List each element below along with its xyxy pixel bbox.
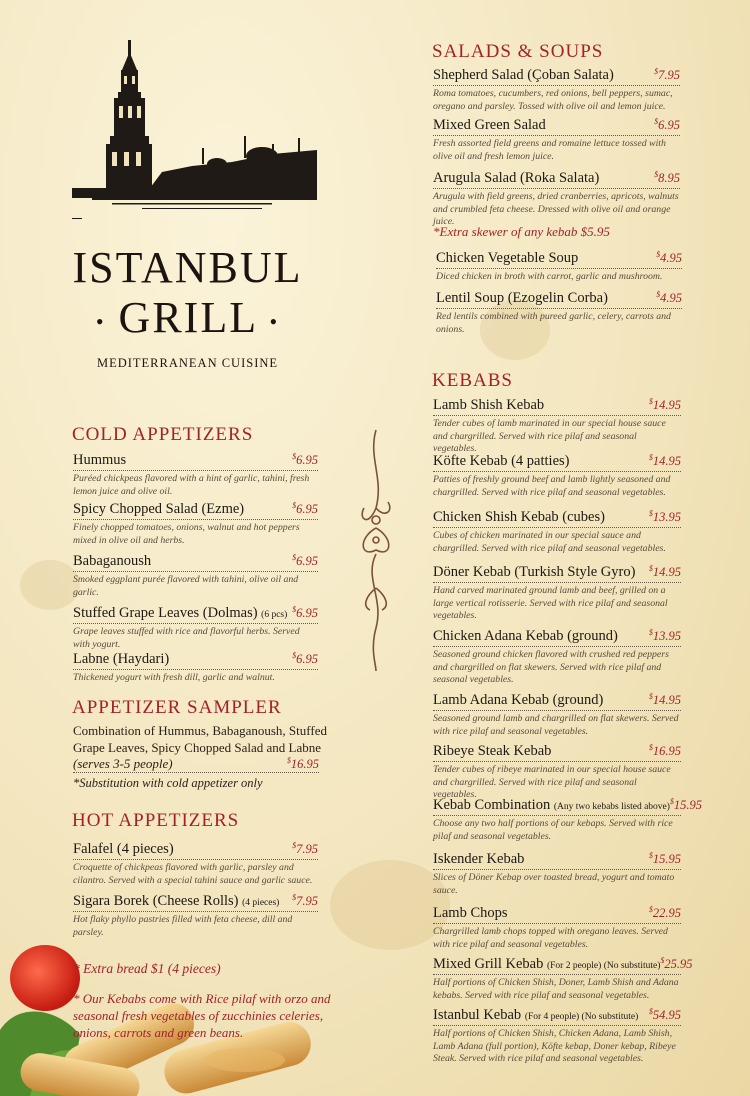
sampler-serves-row	[73, 756, 319, 773]
tagline: MEDITERRANEAN CUISINE	[96, 356, 279, 370]
item-description: Finely chopped tomatoes, onions, walnut and hot peppers mixed in olive oil and herbs.	[73, 522, 300, 546]
section-heading-hot-appetizers: HOT APPETIZERS	[72, 810, 240, 831]
item-price: $6.95	[292, 501, 318, 517]
item-price: $6.95	[292, 553, 318, 569]
item-name: Lamb Chops	[433, 905, 508, 921]
item-price: $22.95	[648, 905, 681, 921]
item-price: $54.95	[648, 1007, 681, 1023]
item-description: Puréed chickpeas flavored with a hint of garlic, tahini, fresh lemon juice and olive oil.	[73, 473, 310, 497]
item-description: Roma tomatoes, cucumbers, red onions, bell peppers, sumac, oregano and parsley. Tossed with olive oil and lemon juice.	[433, 88, 673, 112]
menu-item-kebab	[433, 743, 681, 802]
item-name: Chicken Shish Kebab (cubes)	[433, 509, 605, 525]
menu-item-kebab	[433, 851, 681, 897]
menu-item-chicken-vegetable-soup	[436, 250, 682, 284]
sampler-price: $16.95	[286, 756, 319, 772]
item-price: $14.95	[648, 692, 681, 708]
ornamental-divider	[348, 428, 404, 673]
item-name: Köfte Kebab (4 patties)	[433, 453, 570, 469]
item-price: $14.95	[648, 564, 681, 580]
restaurant-name-line2-row	[60, 292, 315, 343]
item-name: Istanbul Kebab (For 4 people) (No substitute)	[433, 1007, 639, 1023]
menu-item-kebab	[433, 628, 681, 687]
item-description: Half portions of Chicken Shish, Chicken Adana, Lamb Shish, Lamb Adana (full portion), Köfte kebap, Doner kebap, Ribeye Steak. Served with rice pilaf and seasonal vegetables.	[433, 1028, 676, 1064]
item-description: Seasoned ground lamb and chargrilled on flat skewers. Served with rice pilaf and seasonal vegetables.	[433, 713, 679, 737]
menu-item-kebab	[433, 692, 681, 738]
menu-item-lentil-soup	[436, 290, 682, 336]
item-description: Arugula with field greens, dried cranberries, apricots, walnuts and crumbled feta cheese. Dressed with olive oil and orange juice.	[433, 191, 679, 227]
menu-item-kebab	[433, 453, 681, 499]
item-description: Tender cubes of lamb marinated in our special house sauce and chargrilled. Served with rice pilaf and seasonal vegetables.	[433, 418, 666, 454]
item-price: $16.95	[648, 743, 681, 759]
menu-item-hot-appetizer	[73, 841, 318, 887]
item-price: $13.95	[648, 628, 681, 644]
item-description: Choose any two half portions of our kebaps. Served with rice pilaf and seasonal vegetables.	[433, 818, 673, 842]
item-description: Hot flaky phyllo pastries filled with feta cheese, dill and parsley.	[73, 914, 293, 938]
item-name: Labne (Haydari)	[73, 651, 170, 667]
menu-item-cold-appetizer	[73, 501, 318, 547]
item-name: Kebab Combination (Any two kebabs listed above)	[433, 797, 670, 813]
item-description: Diced chicken in broth with carrot, garlic and mushroom.	[436, 271, 663, 282]
menu-item-kebab	[433, 905, 681, 951]
item-price: $15.95	[669, 797, 703, 813]
section-heading-kebabs: KEBABS	[432, 370, 513, 391]
menu-item-kebab	[433, 1007, 681, 1066]
section-heading-salads-soups: SALADS & SOUPS	[432, 41, 604, 62]
item-description: Fresh assorted field greens and romaine lettuce tossed with olive oil and fresh lemon juice.	[433, 138, 666, 162]
item-price: $4.95	[656, 250, 682, 266]
item-name: Döner Kebab (Turkish Style Gyro)	[433, 564, 636, 580]
item-name: Lamb Shish Kebab	[433, 397, 545, 413]
istanbul-skyline-illustration	[72, 40, 317, 222]
item-price: $6.95	[292, 452, 318, 468]
item-description: Slices of Döner Kebap over toasted bread, yogurt and tomato sauce.	[433, 872, 675, 896]
item-name: Chicken Adana Kebab (ground)	[433, 628, 618, 644]
item-name: Arugula Salad (Roka Salata)	[433, 170, 600, 186]
item-name: Lentil Soup (Ezogelin Corba)	[436, 290, 608, 306]
section-heading-cold-appetizers: COLD APPETIZERS	[72, 424, 254, 445]
restaurant-name-line1: ISTANBUL	[72, 243, 303, 292]
item-name: Iskender Kebab	[433, 851, 525, 867]
item-price: $14.95	[648, 453, 681, 469]
menu-item-kebab	[433, 397, 681, 456]
menu-item-shepherd-salad	[433, 67, 680, 113]
item-description: Tender cubes of ribeye marinated in our special house sauce and chargrilled. Served with rice pilaf and seasonal vegetables.	[433, 764, 671, 800]
item-price: $13.95	[648, 509, 681, 525]
menu-item-kebab	[433, 564, 681, 623]
item-description: Cubes of chicken marinated in our special sauce and chargrilled. Served with rice pilaf and seasonal vegetables.	[433, 530, 666, 554]
item-name: Stuffed Grape Leaves (Dolmas) (6 pcs)	[73, 605, 288, 621]
item-name: Chicken Vegetable Soup	[436, 250, 579, 266]
item-price: $15.95	[648, 851, 681, 867]
sampler-serves: (serves 3-5 people)	[73, 756, 173, 771]
bullet-right-icon: •	[269, 308, 280, 334]
item-description: Hand carved marinated ground lamb and beef, grilled on a large vertical rotisserie. Served with rice pilaf and seasonal vegetables.	[433, 585, 668, 621]
sampler-note: *Substitution with cold appetizer only	[73, 776, 263, 790]
menu-item-cold-appetizer	[73, 452, 318, 498]
item-price: $6.95	[292, 651, 318, 667]
item-price: $7.95	[292, 841, 318, 857]
item-name: Shepherd Salad (Çoban Salata)	[433, 67, 614, 83]
item-price: $8.95	[654, 170, 680, 186]
menu-item-mixed-green-salad	[433, 117, 680, 163]
item-description: Croquette of chickpeas flavored with garlic, parsley and cilantro. Served with a special tahini sauce and garlic sauce.	[73, 862, 313, 886]
item-name: Sigara Borek (Cheese Rolls) (4 pieces)	[73, 893, 280, 909]
bullet-left-icon: •	[95, 308, 106, 334]
item-description: Grape leaves stuffed with rice and flavorful herbs. Served with yogurt.	[73, 626, 300, 650]
item-name: Babaganoush	[73, 553, 152, 569]
menu-item-kebab	[433, 956, 693, 1002]
item-description: Half portions of Chicken Shish, Doner, Lamb Shish and Adana kebabs. Served with rice pilaf and seasonal vegetables.	[433, 977, 679, 1001]
extra-bread-note: * Extra bread $1 (4 pieces)	[73, 961, 221, 976]
item-name: Mixed Green Salad	[433, 117, 546, 133]
item-name: Falafel (4 pieces)	[73, 841, 174, 857]
menu-item-cold-appetizer	[73, 553, 318, 599]
menu-item-hot-appetizer	[73, 893, 318, 939]
item-description: Patties of freshly ground beef and lamb lightly seasoned and chargrilled. Served with rice pilaf and seasonal vegetables.	[433, 474, 671, 498]
item-price: $7.95	[292, 893, 318, 909]
kebab-sides-note: * Our Kebabs come with Rice pilaf with orzo and seasonal fresh vegetables of zucchinies celeries, onions, carrots and green beans.	[73, 991, 331, 1040]
menu-item-kebab	[433, 509, 681, 555]
item-name: Spicy Chopped Salad (Ezme)	[73, 501, 245, 517]
section-heading-appetizer-sampler: APPETIZER SAMPLER	[72, 697, 282, 718]
item-description: Thickened yogurt with fresh dill, garlic and walnut.	[73, 672, 275, 683]
item-price: $7.95	[654, 67, 680, 83]
item-price: $6.95	[292, 605, 318, 621]
item-name: Lamb Adana Kebab (ground)	[433, 692, 604, 708]
item-name: Mixed Grill Kebab (For 2 people) (No substitute)	[433, 956, 661, 972]
menu-item-cold-appetizer	[73, 651, 318, 685]
item-name: Hummus	[73, 452, 127, 468]
item-description: Smoked eggplant purée flavored with tahini, olive oil and garlic.	[73, 574, 299, 598]
item-description: Seasoned ground chicken flavored with crushed red peppers and chargrilled on flat skewers. Served with rice pilaf and seasonal vegetables.	[433, 649, 669, 685]
menu-item-cold-appetizer	[73, 605, 318, 651]
item-name: Ribeye Steak Kebab	[433, 743, 552, 759]
item-price: $14.95	[648, 397, 681, 413]
item-price: $25.95	[660, 956, 693, 972]
menu-item-kebab	[433, 797, 703, 843]
extra-skewer-note: *Extra skewer of any kebab $5.95	[433, 224, 610, 239]
item-price: $4.95	[656, 290, 682, 306]
item-description: Red lentils combined with pureed garlic, celery, carrots and onions.	[436, 311, 671, 335]
item-description: Chargrilled lamb chops topped with oregano leaves. Served with rice pilaf and seasonal vegetables.	[433, 926, 668, 950]
restaurant-name-line2: GRILL	[118, 293, 257, 342]
menu-item-arugula-salad	[433, 170, 680, 229]
item-price: $6.95	[654, 117, 680, 133]
sampler-description: Combination of Hummus, Babaganoush, Stuffed Grape Leaves, Spicy Chopped Salad and Labne	[73, 723, 327, 755]
